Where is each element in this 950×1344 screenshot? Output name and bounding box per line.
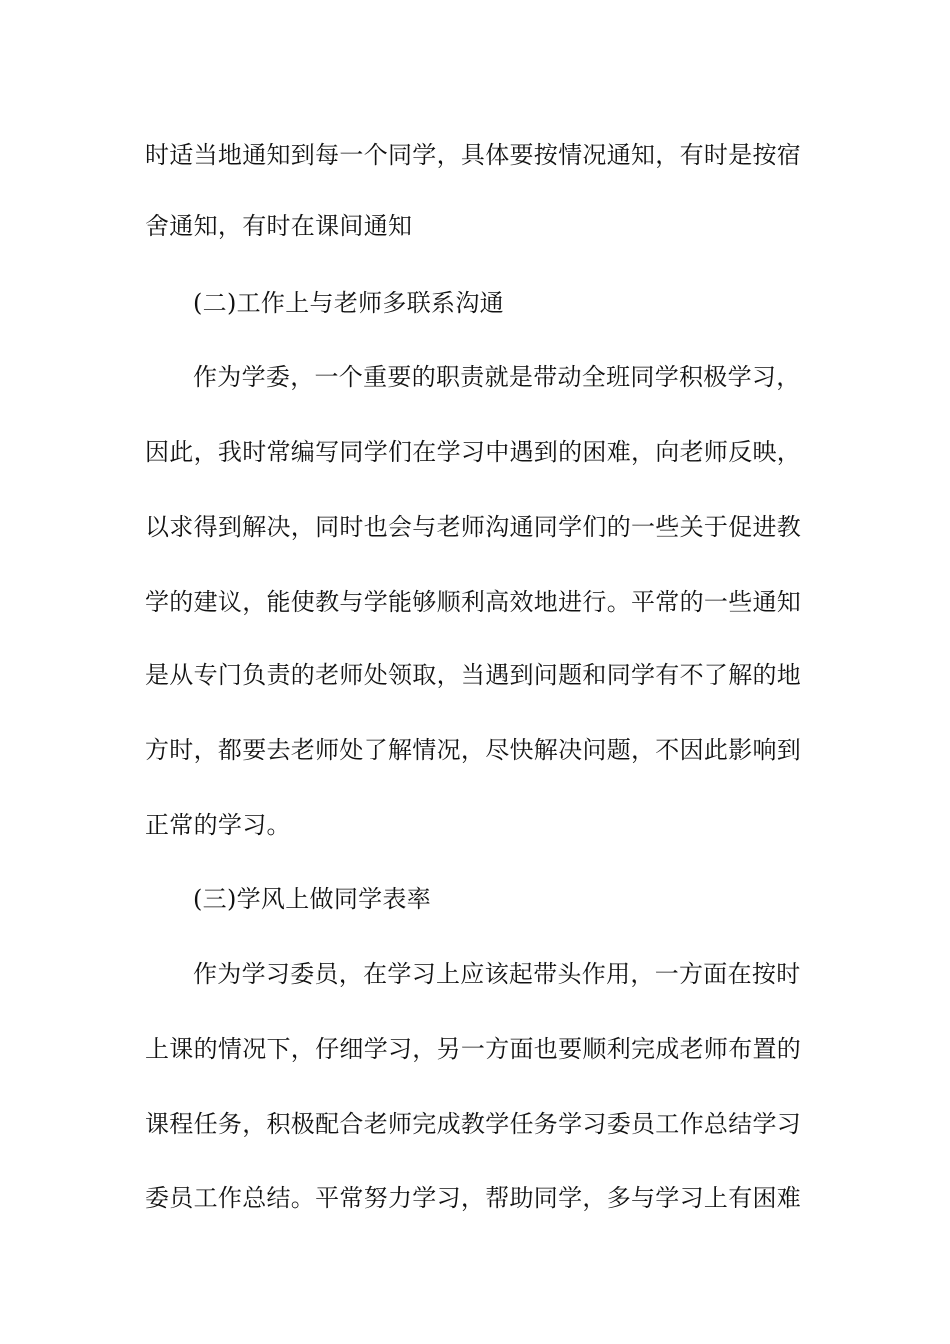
body-text-line: 正常的学习。 (145, 811, 291, 839)
body-text-line: 学的建议，能使教与学能够顺利高效地进行。平常的一些通知 (145, 588, 802, 616)
body-text-line: 以求得到解决，同时也会与老师沟通同学们的一些关于促进教 (145, 513, 802, 541)
body-text-line: 方时，都要去老师处了解情况，尽快解决问题，不因此影响到 (145, 736, 802, 764)
body-text-line: 上课的情况下，仔细学习，另一方面也要顺利完成老师布置的 (145, 1035, 802, 1063)
body-text-line: 作为学委，一个重要的职责就是带动全班同学积极学习， (193, 363, 801, 391)
section-heading: (三)学风上做同学表率 (193, 885, 432, 913)
body-text-line: 因此，我时常编写同学们在学习中遇到的困难，向老师反映， (145, 438, 802, 466)
body-text-line: 课程任务，积极配合老师完成教学任务学习委员工作总结学习 (145, 1110, 802, 1138)
body-text-line: 舍通知，有时在课间通知 (145, 212, 413, 240)
body-text-line: 是从专门负责的老师处领取，当遇到问题和同学有不了解的地 (145, 661, 802, 689)
body-text-line: 作为学习委员，在学习上应该起带头作用，一方面在按时 (193, 960, 801, 988)
body-text-line: 时适当地通知到每一个同学，具体要按情况通知，有时是按宿 (145, 141, 802, 169)
body-text-line: 委员工作总结。平常努力学习，帮助同学，多与学习上有困难 (145, 1184, 802, 1212)
section-heading: (二)工作上与老师多联系沟通 (193, 289, 504, 317)
